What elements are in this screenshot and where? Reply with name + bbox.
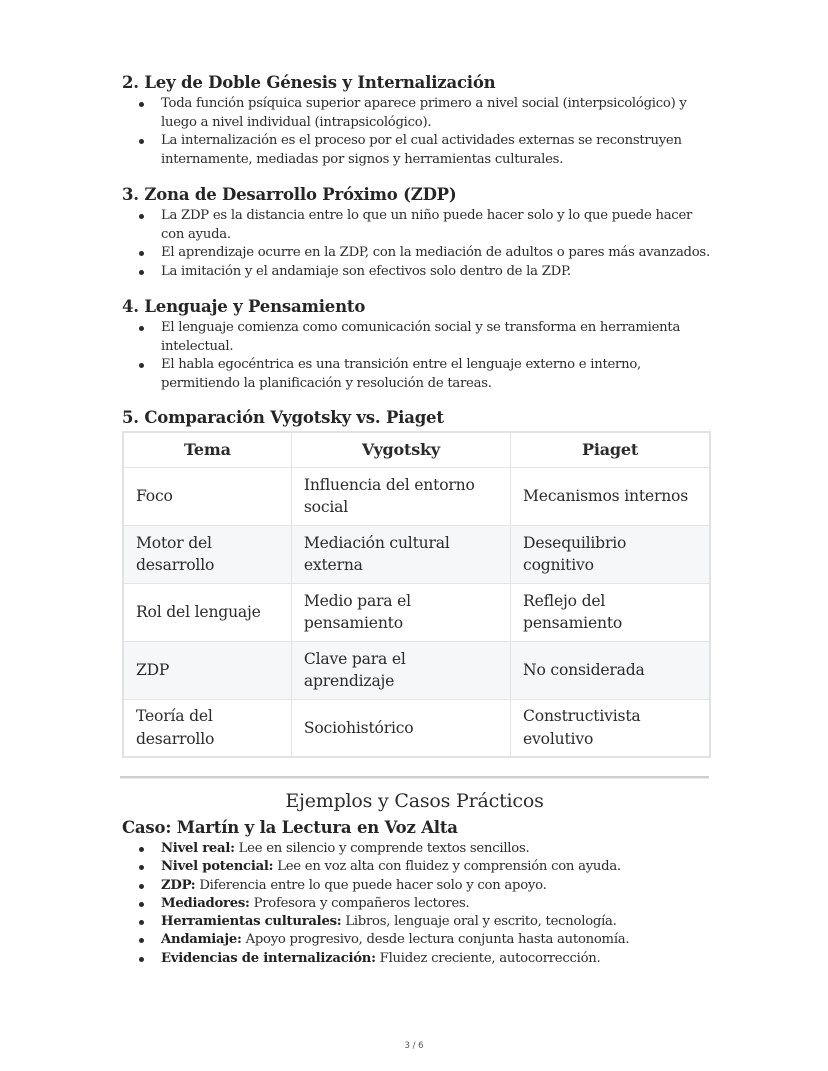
table-row — [123, 699, 710, 757]
examples-heading: Ejemplos y Casos Prácticos — [285, 790, 544, 812]
bullet-list — [122, 95, 710, 169]
table-row — [123, 525, 710, 583]
list-item — [161, 913, 722, 931]
column-header: Vygotsky — [291, 432, 510, 467]
table-cell: Motor del desarrollo — [123, 525, 291, 583]
item-text: Diferencia entre lo que puede hacer solo y con apoyo. — [195, 877, 547, 893]
list-item: El lenguaje comienza como comunicación social y se transforma en herramienta intelectual. — [161, 319, 710, 356]
section-zdp — [122, 184, 710, 281]
table-cell: Foco — [123, 467, 291, 525]
table-cell: Rol del lenguaje — [123, 583, 291, 641]
table-cell: Mecanismos internos — [511, 467, 710, 525]
table-cell: Mediación cultural externa — [291, 525, 510, 583]
table-header-row — [123, 432, 710, 467]
item-text: Lee en voz alta con fluidez y comprensión con ayuda. — [273, 859, 621, 875]
list-item — [161, 895, 722, 913]
bullet-list — [122, 319, 710, 393]
section-heading: 5. Comparación Vygotsky vs. Piaget — [122, 408, 444, 427]
list-item — [161, 858, 722, 876]
item-label: Mediadores: — [161, 895, 250, 911]
item-label: ZDP: — [161, 877, 196, 893]
item-text: Profesora y compañeros lectores. — [249, 895, 470, 911]
section-doble-genesis — [122, 72, 710, 169]
table-row — [123, 641, 710, 699]
item-label: Andamiaje: — [161, 932, 242, 948]
bullet-list — [122, 207, 710, 281]
column-header: Piaget — [511, 432, 710, 467]
section-comparacion — [122, 407, 710, 758]
main-content — [122, 72, 710, 758]
case-section — [122, 817, 722, 968]
item-text: Libros, lenguaje oral y escrito, tecnología. — [341, 914, 617, 930]
list-item: La imitación y el andamiaje son efectivos solo dentro de la ZDP. — [161, 263, 710, 282]
item-label: Nivel real: — [161, 841, 235, 856]
item-text: Fluidez creciente, autocorrección. — [375, 950, 601, 966]
list-item: El aprendizaje ocurre en la ZDP, con la mediación de adultos o pares más avanzados. — [161, 244, 710, 263]
table-cell: ZDP — [123, 641, 291, 699]
column-header: Tema — [123, 432, 291, 467]
table-cell: Sociohistórico — [291, 699, 510, 757]
comparison-table — [122, 431, 711, 758]
table-cell: No considerada — [511, 641, 710, 699]
list-item: La internalización es el proceso por el cual actividades externas se reconstruyen internamente, mediadas por signos y herramientas culturales. — [161, 132, 710, 169]
table-cell: Clave para el aprendizaje — [291, 641, 510, 699]
case-title: Caso: Martín y la Lectura en Voz Alta — [122, 818, 458, 837]
list-item: El habla egocéntrica es una transición entre el lenguaje externo e interno, permitiendo la planificación y resolución de tareas. — [161, 356, 710, 393]
section-lenguaje-pensamiento — [122, 296, 710, 393]
page-number: 3 / 6 — [404, 1041, 424, 1051]
table-cell: Medio para el pensamiento — [291, 583, 510, 641]
list-item — [161, 931, 722, 949]
horizontal-divider — [120, 776, 709, 779]
item-text: Lee en silencio y comprende textos sencillos. — [234, 841, 530, 856]
table-row — [123, 583, 710, 641]
list-item — [161, 877, 722, 895]
case-bullet-list — [122, 840, 722, 968]
list-item — [161, 840, 722, 858]
table-cell: Teoría del desarrollo — [123, 699, 291, 757]
table-cell: Desequilibrio cognitivo — [511, 525, 710, 583]
list-item: La ZDP es la distancia entre lo que un niño puede hacer solo y lo que puede hacer con ayuda. — [161, 207, 710, 244]
section-heading: 3. Zona de Desarrollo Próximo (ZDP) — [122, 185, 457, 204]
item-text: Apoyo progresivo, desde lectura conjunta hasta autonomía. — [241, 932, 630, 948]
item-label: Evidencias de internalización: — [161, 950, 376, 966]
list-item: Toda función psíquica superior aparece primero a nivel social (interpsicológico) y luego a nivel individual (intrapsicológico). — [161, 95, 710, 132]
table-cell: Constructivista evolutivo — [511, 699, 710, 757]
section-heading: 4. Lenguaje y Pensamiento — [122, 297, 366, 316]
table-cell: Influencia del entorno social — [291, 467, 510, 525]
item-label: Nivel potencial: — [161, 859, 274, 875]
list-item — [161, 950, 722, 968]
table-cell: Reflejo del pensamiento — [511, 583, 710, 641]
item-label: Herramientas culturales: — [161, 914, 342, 930]
table-row — [123, 467, 710, 525]
section-heading: 2. Ley de Doble Génesis y Internalización — [122, 73, 496, 92]
